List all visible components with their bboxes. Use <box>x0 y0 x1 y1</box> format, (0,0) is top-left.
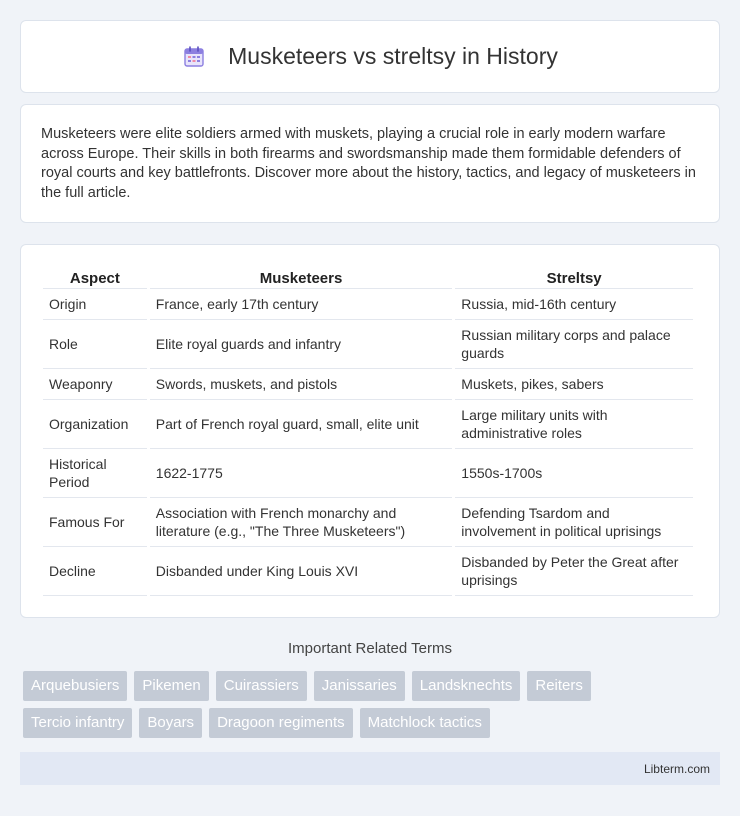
cell-streltsy: Defending Tsardom and involvement in political uprisings <box>455 498 693 547</box>
header-streltsy: Streltsy <box>455 265 693 289</box>
table-row <box>43 289 693 320</box>
related-terms-list <box>23 671 723 745</box>
cell-streltsy: Disbanded by Peter the Great after uprisings <box>455 547 693 596</box>
table-row <box>43 449 693 498</box>
cell-aspect: Historical Period <box>43 449 147 498</box>
tag-tercio-infantry[interactable]: Tercio infantry <box>23 708 132 738</box>
table-row <box>43 400 693 449</box>
cell-musketeers: France, early 17th century <box>150 289 453 320</box>
tag-pikemen[interactable]: Pikemen <box>134 671 208 701</box>
page-title: Musketeers vs streltsy in History <box>228 43 558 69</box>
cell-aspect: Decline <box>43 547 147 596</box>
comparison-table <box>40 265 696 596</box>
footer-site-link[interactable]: Libterm.com <box>643 761 710 776</box>
tag-boyars[interactable]: Boyars <box>139 708 202 738</box>
tag-janissaries[interactable]: Janissaries <box>314 671 405 701</box>
intro-card <box>20 104 720 223</box>
comparison-card <box>20 244 720 618</box>
cell-musketeers: Swords, muskets, and pistols <box>150 369 453 400</box>
tag-row <box>23 671 723 701</box>
cell-musketeers: Association with French monarchy and literature (e.g., "The Three Musketeers") <box>150 498 453 547</box>
cell-musketeers: 1622-1775 <box>150 449 453 498</box>
cell-streltsy: Russian military corps and palace guards <box>455 320 693 369</box>
tag-cuirassiers[interactable]: Cuirassiers <box>216 671 307 701</box>
tag-matchlock-tactics[interactable]: Matchlock tactics <box>360 708 490 738</box>
tag-row <box>23 708 723 738</box>
cell-streltsy: Large military units with administrative roles <box>455 400 693 449</box>
cell-musketeers: Disbanded under King Louis XVI <box>150 547 453 596</box>
table-row <box>43 369 693 400</box>
cell-streltsy: 1550s-1700s <box>455 449 693 498</box>
calendar-icon <box>182 45 206 69</box>
cell-musketeers: Part of French royal guard, small, elite unit <box>150 400 453 449</box>
table-row <box>43 547 693 596</box>
table-row <box>43 320 693 369</box>
table-header-row <box>43 265 693 289</box>
tag-reiters[interactable]: Reiters <box>527 671 591 701</box>
cell-aspect: Weaponry <box>43 369 147 400</box>
tag-arquebusiers[interactable]: Arquebusiers <box>23 671 127 701</box>
cell-aspect: Origin <box>43 289 147 320</box>
intro-text: Musketeers were elite soldiers armed with muskets, playing a crucial role in early modern warfare across Europe. Their skills in both firearms and swordsmanship made them formidable defenders of royal courts and key battlefronts. Discover more about the history, tactics, and legacy of musketeers in the full article. <box>41 126 696 201</box>
cell-streltsy: Russia, mid-16th century <box>455 289 693 320</box>
header-musketeers: Musketeers <box>150 265 453 289</box>
title-card <box>20 20 720 93</box>
cell-aspect: Role <box>43 320 147 369</box>
footer <box>20 752 720 785</box>
cell-aspect: Famous For <box>43 498 147 547</box>
cell-streltsy: Muskets, pikes, sabers <box>455 369 693 400</box>
header-aspect: Aspect <box>43 265 147 289</box>
tag-landsknechts[interactable]: Landsknechts <box>412 671 521 701</box>
table-row <box>43 498 693 547</box>
related-terms-heading: Important Related Terms <box>288 640 452 657</box>
cell-aspect: Organization <box>43 400 147 449</box>
tag-dragoon-regiments[interactable]: Dragoon regiments <box>209 708 353 738</box>
cell-musketeers: Elite royal guards and infantry <box>150 320 453 369</box>
